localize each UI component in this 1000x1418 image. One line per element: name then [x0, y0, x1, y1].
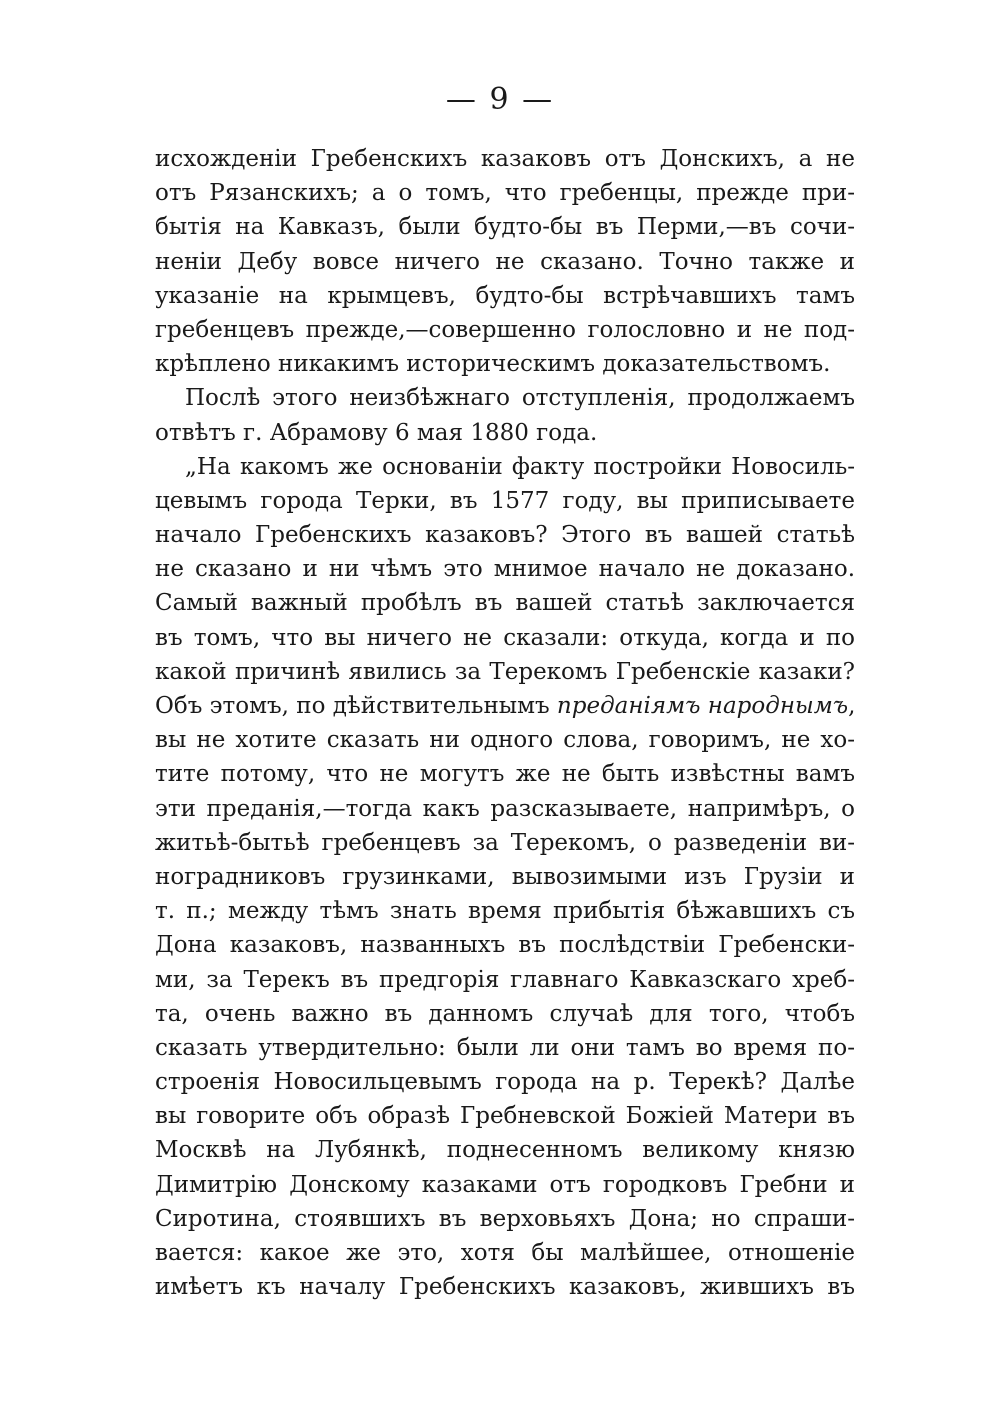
- text-line: сказать утвердительно: были ли они тамъ во время по-: [155, 1034, 855, 1061]
- text-line: Москвѣ на Лубянкѣ, поднесенномъ великому князю: [155, 1137, 855, 1164]
- text-line: та, очень важно въ данномъ случаѣ для того, чтобъ: [155, 1000, 855, 1027]
- text-line: бытія на Кавказъ, были будто-бы въ Перми,—въ сочи-: [155, 214, 855, 241]
- text-line: строенія Новосильцевымъ города на р. Терекѣ? Далѣе: [155, 1069, 855, 1096]
- text-line: ми, за Терекъ въ предгорія главнаго Кавказскаго хреб-: [155, 966, 855, 993]
- text-line: Димитрію Донскому казаками отъ городковъ Гребни и: [155, 1171, 855, 1198]
- text-line: какой причинѣ явились за Терекомъ Гребенскіе казаки?: [155, 658, 855, 685]
- text-line: вы не хотите сказать ни одного слова, говоримъ, не хо-: [155, 727, 855, 754]
- text-line: житьѣ-бытьѣ гребенцевъ за Терекомъ, о разведеніи ви-: [155, 829, 855, 856]
- text-line: т. п.; между тѣмъ знать время прибытія бѣжавшихъ съ: [155, 898, 855, 925]
- paragraph-start-line: Послѣ этого неизбѣжнаго отступленія, продолжаемъ: [185, 385, 855, 412]
- text-line: Сиротина, стоявшихъ въ верховьяхъ Дона; но спраши-: [155, 1205, 855, 1232]
- text-line: исхожденіи Гребенскихъ казаковъ отъ Донскихъ, а не: [155, 146, 855, 172]
- text-line: эти преданія,—тогда какъ разсказываете, напримѣръ, о: [155, 795, 855, 822]
- text-line: указаніе на крымцевъ, будто-бы встрѣчавшихъ тамъ: [155, 282, 855, 309]
- text-line: тите потому, что не могутъ же не быть извѣстны вамъ: [155, 761, 855, 788]
- text-line: Дона казаковъ, названныхъ въ послѣдствіи Гребенски-: [155, 932, 855, 959]
- text-line: не сказано и ни чѣмъ это мнимое начало не доказано.: [155, 556, 855, 583]
- punctuation: ,: [848, 693, 856, 719]
- line-text: Объ этомъ, по дѣйствительнымъ: [155, 693, 550, 719]
- text-line: цевымъ города Терки, въ 1577 году, вы приписываете: [155, 487, 855, 514]
- text-line: неніи Дебу вовсе ничего не сказано. Точно также и: [155, 248, 855, 275]
- text-line: отъ Рязанскихъ; а о томъ, что гребенцы, прежде при-: [155, 180, 855, 207]
- text-line: вы говорите объ образѣ Гребневской Божіей Матери въ: [155, 1103, 855, 1130]
- page-number: — 9 —: [445, 82, 555, 117]
- text-line: отвѣтъ г. Абрамову 6 мая 1880 года.: [155, 419, 598, 446]
- text-line: ноградниковъ грузинками, вывозимыми изъ Грузіи и: [155, 863, 855, 890]
- text-line: въ томъ, что вы ничего не сказали: откуда, когда и по: [155, 624, 855, 651]
- text-line: Самый важный пробѣлъ въ вашей статьѣ заключается: [155, 590, 855, 617]
- body-text: [155, 142, 855, 1304]
- text-line: имѣетъ къ началу Гребенскихъ казаковъ, жившихъ въ: [155, 1274, 855, 1301]
- text-line-with-italic: [155, 689, 855, 723]
- text-line: крѣплено никакимъ историческимъ доказательствомъ.: [155, 351, 831, 378]
- text-line: начало Гребенскихъ казаковъ? Этого въ вашей статьѣ: [155, 522, 855, 549]
- text-line: вается: какое же это, хотя бы малѣйшее, отношеніе: [155, 1240, 855, 1266]
- paragraph-start-line: „На какомъ же основаніи факту постройки Новосиль-: [185, 453, 855, 480]
- italic-phrase: преданіямъ народнымъ: [556, 693, 849, 719]
- text-line: гребенцевъ прежде,—совершенно голословно и не под-: [155, 316, 855, 343]
